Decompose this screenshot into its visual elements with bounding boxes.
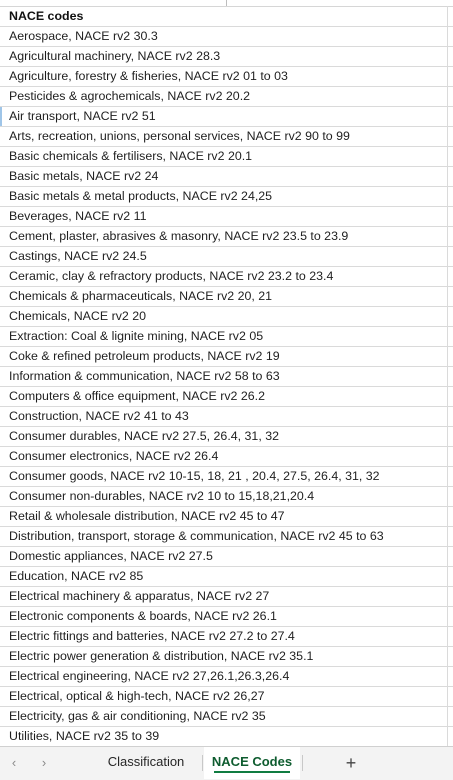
column-strip bbox=[0, 0, 453, 7]
table-row[interactable] bbox=[0, 107, 453, 127]
table-cell[interactable]: Electrical engineering, NACE rv2 27,26.1,26.3,26.4 bbox=[9, 669, 290, 683]
table-row[interactable] bbox=[0, 647, 453, 667]
table-row[interactable] bbox=[0, 267, 453, 287]
table-row[interactable] bbox=[0, 587, 453, 607]
table-cell[interactable]: Utilities, NACE rv2 35 to 39 bbox=[9, 729, 160, 743]
sheet-tab-bar bbox=[0, 746, 453, 780]
table-row[interactable] bbox=[0, 567, 453, 587]
active-tab-underline bbox=[214, 771, 290, 773]
row-list bbox=[0, 7, 453, 746]
table-row[interactable] bbox=[0, 667, 453, 687]
table-row[interactable] bbox=[0, 727, 453, 746]
table-row[interactable] bbox=[0, 607, 453, 627]
table-row[interactable] bbox=[0, 207, 453, 227]
table-cell[interactable]: Electronic components & boards, NACE rv2 26.1 bbox=[9, 609, 277, 623]
table-row[interactable] bbox=[0, 447, 453, 467]
plus-icon[interactable]: + bbox=[345, 753, 357, 773]
table-cell[interactable]: Agricultural machinery, NACE rv2 28.3 bbox=[9, 49, 221, 63]
table-row[interactable] bbox=[0, 187, 453, 207]
table-cell[interactable]: Consumer electronics, NACE rv2 26.4 bbox=[9, 449, 219, 463]
tab-nace-codes[interactable] bbox=[204, 747, 300, 779]
table-row[interactable] bbox=[0, 427, 453, 447]
tab-label: NACE Codes bbox=[211, 754, 293, 769]
table-cell[interactable]: Beverages, NACE rv2 11 bbox=[9, 209, 147, 223]
table-cell[interactable]: Retail & wholesale distribution, NACE rv2 45 to 47 bbox=[9, 509, 285, 523]
table-row[interactable] bbox=[0, 687, 453, 707]
chevron-right-icon[interactable]: › bbox=[41, 755, 47, 770]
table-row[interactable] bbox=[0, 627, 453, 647]
table-cell[interactable]: Extraction: Coal & lignite mining, NACE rv2 05 bbox=[9, 329, 264, 343]
tab-classification[interactable]: Classification bbox=[107, 754, 185, 769]
table-cell[interactable]: Electricity, gas & air conditioning, NACE rv2 35 bbox=[9, 709, 266, 723]
table-row[interactable] bbox=[0, 147, 453, 167]
tab-divider bbox=[302, 755, 303, 771]
table-cell[interactable]: Cement, plaster, abrasives & masonry, NACE rv2 23.5 to 23.9 bbox=[9, 229, 349, 243]
table-cell[interactable]: Consumer goods, NACE rv2 10-15, 18, 21 , 20.4, 27.5, 26.4, 31, 32 bbox=[9, 469, 380, 483]
table-row[interactable] bbox=[0, 367, 453, 387]
table-cell[interactable]: Arts, recreation, unions, personal services, NACE rv2 90 to 99 bbox=[9, 129, 350, 143]
table-cell[interactable]: Distribution, transport, storage & communication, NACE rv2 45 to 63 bbox=[9, 529, 384, 543]
table-cell[interactable]: Information & communication, NACE rv2 58 to 63 bbox=[9, 369, 280, 383]
table-row[interactable] bbox=[0, 227, 453, 247]
table-cell[interactable]: Electrical, optical & high-tech, NACE rv2 26,27 bbox=[9, 689, 265, 703]
table-cell[interactable]: Coke & refined petroleum products, NACE rv2 19 bbox=[9, 349, 280, 363]
table-cell[interactable]: Consumer non-durables, NACE rv2 10 to 15,18,21,20.4 bbox=[9, 489, 315, 503]
table-row[interactable] bbox=[0, 87, 453, 107]
header-cell[interactable]: NACE codes bbox=[9, 9, 84, 23]
table-row[interactable] bbox=[0, 387, 453, 407]
table-cell[interactable]: Basic metals, NACE rv2 24 bbox=[9, 169, 159, 183]
table-row[interactable] bbox=[0, 347, 453, 367]
column-divider bbox=[226, 0, 227, 6]
column-gridline bbox=[447, 6, 448, 746]
table-cell[interactable]: Chemicals & pharmaceuticals, NACE rv2 20, 21 bbox=[9, 289, 273, 303]
table-cell[interactable]: Computers & office equipment, NACE rv2 26.2 bbox=[9, 389, 265, 403]
table-cell[interactable]: Basic chemicals & fertilisers, NACE rv2 20.1 bbox=[9, 149, 253, 163]
table-row[interactable] bbox=[0, 527, 453, 547]
table-row[interactable] bbox=[0, 247, 453, 267]
table-row[interactable] bbox=[0, 467, 453, 487]
table-row[interactable] bbox=[0, 127, 453, 147]
table-row[interactable] bbox=[0, 287, 453, 307]
header-row[interactable] bbox=[0, 7, 453, 27]
table-cell[interactable]: Education, NACE rv2 85 bbox=[9, 569, 144, 583]
chevron-left-icon[interactable]: ‹ bbox=[11, 755, 17, 770]
table-cell[interactable]: Construction, NACE rv2 41 to 43 bbox=[9, 409, 189, 423]
table-cell[interactable]: Agriculture, forestry & fisheries, NACE rv2 01 to 03 bbox=[9, 69, 288, 83]
table-cell[interactable]: Domestic appliances, NACE rv2 27.5 bbox=[9, 549, 213, 563]
table-cell[interactable]: Chemicals, NACE rv2 20 bbox=[9, 309, 147, 323]
table-row[interactable] bbox=[0, 27, 453, 47]
table-cell[interactable]: Electrical machinery & apparatus, NACE rv2 27 bbox=[9, 589, 270, 603]
table-row[interactable] bbox=[0, 327, 453, 347]
table-row[interactable] bbox=[0, 67, 453, 87]
table-row[interactable] bbox=[0, 707, 453, 727]
table-cell[interactable]: Consumer durables, NACE rv2 27.5, 26.4, 31, 32 bbox=[9, 429, 279, 443]
table-cell[interactable]: Air transport, NACE rv2 51 bbox=[9, 109, 156, 123]
tab-divider bbox=[202, 755, 203, 771]
table-cell[interactable]: Aerospace, NACE rv2 30.3 bbox=[9, 29, 158, 43]
table-cell[interactable]: Electric fittings and batteries, NACE rv2 27.2 to 27.4 bbox=[9, 629, 295, 643]
table-row[interactable] bbox=[0, 307, 453, 327]
table-row[interactable] bbox=[0, 547, 453, 567]
table-cell[interactable]: Basic metals & metal products, NACE rv2 24,25 bbox=[9, 189, 273, 203]
table-row[interactable] bbox=[0, 167, 453, 187]
table-cell[interactable]: Ceramic, clay & refractory products, NACE rv2 23.2 to 23.4 bbox=[9, 269, 334, 283]
table-row[interactable] bbox=[0, 487, 453, 507]
table-cell[interactable]: Pesticides & agrochemicals, NACE rv2 20.2 bbox=[9, 89, 251, 103]
table-row[interactable] bbox=[0, 507, 453, 527]
table-cell[interactable]: Electric power generation & distribution, NACE rv2 35.1 bbox=[9, 649, 314, 663]
table-row[interactable] bbox=[0, 47, 453, 67]
table-cell[interactable]: Castings, NACE rv2 24.5 bbox=[9, 249, 147, 263]
table-row[interactable] bbox=[0, 407, 453, 427]
